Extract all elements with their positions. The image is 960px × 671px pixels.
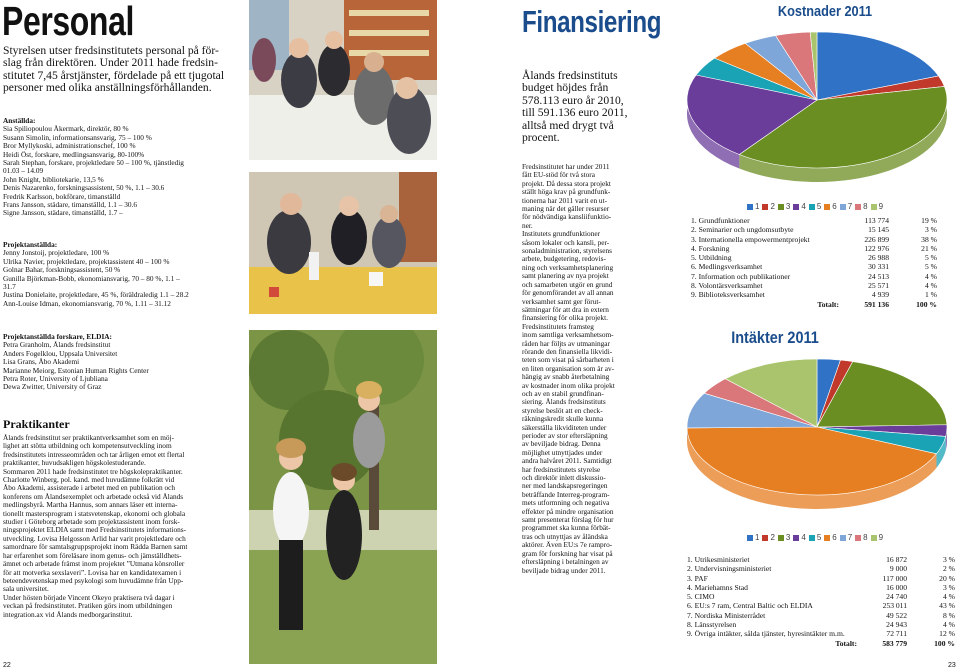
interns-line: sala universitet. <box>3 584 49 594</box>
cell-pct: 43 % <box>939 601 955 611</box>
employee-line: Susann Simolin, informationsansvarig, 75 – 100 % <box>3 132 152 142</box>
interns-photo-illustration <box>249 330 437 664</box>
eldia-staff-line: Lisa Grans, Åbo Akademi <box>3 357 80 367</box>
cell-total_amount: 591 136 <box>864 299 889 309</box>
body-line: Fredsinstitutet har under 2011 <box>522 162 610 171</box>
table-row <box>687 555 955 564</box>
cell-amount: 113 774 <box>864 216 889 225</box>
cell-amount: 122 976 <box>864 243 889 253</box>
legend-entry <box>871 533 883 542</box>
body-line: råden har följts av utmaningar <box>522 338 610 348</box>
interns-line: ningsprojektet ELDIA samt med Fredsinstitutets informations- <box>3 525 187 535</box>
body-line: en liten organisation som är av- <box>522 363 615 373</box>
table-row <box>691 272 937 281</box>
body-line: samt presenterat förslag för hur <box>522 515 614 525</box>
body-line: ning och verksamhetsplanering <box>522 262 614 272</box>
cell-label: 9. Övriga intäkter, sålda tjänster, hyresintäkter m.m. <box>687 629 845 639</box>
interns-text <box>3 434 248 619</box>
personal-intro <box>3 45 248 95</box>
employees-heading: Anställda: <box>3 117 36 125</box>
legend-entry <box>778 533 790 542</box>
employee-line: Sarah Stephan, forskare, projektledare 50 – 100 %, tjänstledig <box>3 158 184 168</box>
cell-amount: 226 899 <box>864 234 889 244</box>
cell-amount: 16 872 <box>886 555 907 564</box>
eldia-staff-line: Anders Fogelklou, Uppsala Universitet <box>3 348 118 358</box>
cell-pct: 3 % <box>942 582 955 592</box>
interns-line: konferens om Ålandsexemplet och arbetade också vid Ålands <box>3 491 184 501</box>
lead-line: 578.113 euro år 2010, <box>522 93 624 107</box>
body-line: beträffande Interreg-program- <box>522 489 610 499</box>
legend-label: 8 <box>863 533 868 542</box>
cell-amount: 72 711 <box>886 629 907 639</box>
cell-label: 4. Mariehamns Stad <box>687 582 748 592</box>
employee-line: Frans Jansson, städare, timanställd, 1.1 – 30.6 <box>3 200 137 210</box>
body-line: räkningskredit skulle kunna <box>522 414 604 424</box>
meeting-photo-illustration <box>249 0 437 160</box>
cell-amount: 26 988 <box>868 253 889 263</box>
cell-label: 6. Medlingsverksamhet <box>691 262 763 272</box>
cell-pct: 5 % <box>924 253 937 263</box>
body-line: perioder av stor eftersläpning <box>522 431 608 440</box>
body-line: säkerställa likviditeten under <box>522 422 607 432</box>
cell-amount: 30 331 <box>868 262 889 272</box>
cell-amount: 24 513 <box>868 271 889 281</box>
legend-entry <box>809 202 821 211</box>
legend-swatch <box>840 535 846 541</box>
legend-swatch <box>824 204 830 210</box>
table-row <box>691 253 937 262</box>
project-staff-line: Golnar Bahar, forskningsassistent, 50 % <box>3 265 121 275</box>
interns-line: praktikanter, huvudsakligen högskolestuderande. <box>3 458 146 468</box>
legend-swatch <box>747 535 753 541</box>
legend-entry <box>855 202 867 211</box>
body-line: Institutets grundfunktioner <box>522 229 601 239</box>
legend-label: 5 <box>816 202 822 211</box>
legend-swatch <box>871 204 877 210</box>
table-row <box>687 620 955 629</box>
body-line: aktörer. Även EU:s 7e rampro- <box>522 540 613 550</box>
table-row <box>687 564 955 573</box>
costs-legend <box>747 202 886 211</box>
body-line: rörande den finansiella likvidi- <box>522 346 613 356</box>
legend-entry <box>778 202 790 211</box>
interns-line: tionellt mastersprogram i statsvetenskap, ekonomi och globala <box>3 508 186 518</box>
eldia-heading: Projektanställda forskare, ELDIA: <box>3 333 112 341</box>
cell-label: 8. Volontärsverksamhet <box>691 281 763 291</box>
interns-line: fredsinstitutets intresseområden och tar årligen emot ett flertal <box>3 449 185 459</box>
intro-line: personer med olika anställningsförhållanden. <box>3 81 212 95</box>
employee-line: Bror Myllykoski, administrationschef, 100 % <box>3 141 136 151</box>
table-row <box>691 225 937 234</box>
cell-label: 5. CIMO <box>687 592 715 602</box>
legend-label: 3 <box>785 202 791 211</box>
cell-label: 2. Seminarier och ungdomsutbyte <box>691 225 794 235</box>
legend-label: 6 <box>832 202 837 211</box>
legend-swatch <box>824 535 830 541</box>
legend-swatch <box>855 535 861 541</box>
lead-line: alltså med drygt två <box>522 118 614 132</box>
employee-line: Denis Nazarenko, forskningsassistent, 50 %, 1.1 – 30.6 <box>3 183 165 193</box>
legend-swatch <box>809 535 815 541</box>
income-table <box>687 555 955 648</box>
cell-amount: 9 000 <box>889 564 907 574</box>
cell-pct: 4 % <box>924 271 937 281</box>
cell-label: 3. Internationella empowermentprojekt <box>691 234 810 244</box>
body-line: och direktör inlett diskussio- <box>522 473 606 483</box>
body-line: arbete, budgetering, redovis- <box>522 254 606 264</box>
legend-entry <box>762 533 774 542</box>
body-line: effekter på mindre organisation <box>522 506 614 516</box>
interns-line: utveckling. Lovisa Helgosson Arlid har varit projektledare och <box>3 533 186 543</box>
body-line: inom samtliga verksamhetsom- <box>522 330 614 340</box>
lead-line: procent. <box>522 131 560 145</box>
body-line: av kostnader inom olika projekt <box>522 380 615 390</box>
interns-line: ämnet och arbetade främst inom projektet ”Utmana könsroller <box>3 559 185 569</box>
cell-pct: 2 % <box>942 564 955 574</box>
cell-amount: 15 145 <box>868 225 889 235</box>
legend-swatch <box>809 204 815 210</box>
table-row <box>687 592 955 601</box>
legend-label: 2 <box>770 202 775 211</box>
body-line: eftersläpning i betalningen av <box>522 557 609 567</box>
body-line: och samarbeten utgör en grund <box>522 279 613 289</box>
interns-line: har erfarenhet som föreläsare inom genus- och jämställdhets- <box>3 550 182 560</box>
legend-label: 2 <box>770 533 775 542</box>
cell-pct: 8 % <box>942 610 955 620</box>
legend-label: 1 <box>755 533 760 542</box>
body-line: beviljade bidrag under 2011. <box>522 565 606 575</box>
interns-heading: Praktikanter <box>3 417 70 431</box>
project-staff-line: Justina Donielaite, projektledare, 45 %, föräldraledig 1.1 – 28.2 <box>3 290 189 300</box>
body-line: maning när det gäller resurser <box>522 204 610 214</box>
body-line: sonaladministration, styrelsens <box>522 246 612 256</box>
body-line: tionerna har 2011 varit en ut- <box>522 195 608 205</box>
interns-line: beteendevetenskap med psykologi som huvudämne från Upp- <box>3 575 184 585</box>
eldia-staff-line: Marianne Meiorg, Estonian Human Rights Center <box>3 365 149 375</box>
table-row <box>691 290 937 299</box>
body-line: ner med landskapsregeringen <box>522 481 608 491</box>
body-line: för genomförandet av all annan <box>522 288 614 298</box>
body-line: sättningar för att dra in extern <box>522 304 609 314</box>
total-row <box>687 639 955 648</box>
costs-table-wrap <box>691 216 937 309</box>
legend-swatch <box>793 204 799 210</box>
table-row <box>691 281 937 290</box>
table-row <box>691 235 937 244</box>
body-line: programmet ska kunna förbät- <box>522 523 611 533</box>
legend-swatch <box>778 204 784 210</box>
legend-entry <box>824 533 836 542</box>
interns-line: Charlotte Winberg, pol. kand. med huvudämne folkrätt vid <box>3 475 175 485</box>
cell-amount: 24 740 <box>886 592 907 602</box>
cell-pct: 20 % <box>939 573 955 583</box>
finance-lead <box>522 70 682 144</box>
cell-pct: 3 % <box>942 555 955 564</box>
eldia-staff-line: Petra Granholm, Ålands fredsinstitut <box>3 340 111 350</box>
project-staff-line: Jenny Jonstoij, projektledare, 100 % <box>3 248 110 258</box>
costs-pie-chart <box>680 25 955 195</box>
project-staff-line: Gunilla Björkman-Bobb, ekonomiansvarig, 70 – 80 %, 1.1 – <box>3 273 180 283</box>
intro-line: stitutet 7,45 årstjänster, fördelade på ett tjugotal <box>3 68 225 82</box>
body-line: hängig av snabb återbetalning <box>522 372 610 382</box>
body-line: verksamhet samt ger förut- <box>522 296 601 306</box>
body-line: teten som visat på sårbarheten i <box>522 355 614 365</box>
cell-pct: 21 % <box>921 243 937 253</box>
costs-table <box>691 216 937 309</box>
interns-line: Ålands fredsinstitut ser praktikantverksamhet som en möj- <box>3 433 175 442</box>
legend-swatch <box>871 535 877 541</box>
table-row <box>687 611 955 620</box>
body-line: av beviljade bidrag. Denna <box>522 439 601 449</box>
cell-total_amount: 583 779 <box>882 638 907 648</box>
legend-swatch <box>778 535 784 541</box>
costs-chart-title: Kostnader 2011 <box>777 3 873 20</box>
cell-label: 2. Undervisningsministeriet <box>687 564 772 574</box>
body-line: projekt. Då dessa stora projekt <box>522 178 611 188</box>
legend-entry <box>747 533 759 542</box>
cell-label: 9. Biblioteksverksamhet <box>691 290 765 300</box>
cell-pct: 4 % <box>942 620 955 630</box>
body-line: fått EU-stöd för två stora <box>522 170 595 180</box>
cell-label: 3. PAF <box>687 573 708 583</box>
cell-pct: 4 % <box>942 592 955 602</box>
legend-label: 6 <box>832 533 837 542</box>
cell-pct: 12 % <box>939 629 955 639</box>
cell-label: 7. Information och publikationer <box>691 271 791 281</box>
legend-swatch <box>793 535 799 541</box>
body-line: såsom lokaler och kansli, per- <box>522 237 610 247</box>
interns-line: veckan på fredsinstitutet. Pratiken görs inom utbildningen <box>3 601 173 611</box>
project-staff-line: Ann-Louise Idman, ekonomiansvarig, 70 %, 1.11 – 31.12 <box>3 298 171 308</box>
employee-line: Sia Spiliopoulou Åkermark, direktör, 80 % <box>3 124 129 134</box>
cell-amount: 16 000 <box>886 582 907 592</box>
cell-label: 1. Utrikesministeriet <box>687 555 750 564</box>
legend-swatch <box>840 204 846 210</box>
legend-swatch <box>762 204 768 210</box>
total-row <box>691 300 937 309</box>
income-chart-title: Intäkter 2011 <box>731 328 819 347</box>
table-photo-illustration <box>249 172 437 314</box>
body-line: styrelse beslöt att en check- <box>522 405 603 415</box>
interns-line: för att motverka sexslaveri”. Lovisa har en kandidatexamen i <box>3 567 182 577</box>
body-line: finansiering för olika projekt. <box>522 313 608 323</box>
legend-swatch <box>747 204 753 210</box>
interns-line: Under hösten började Vincent Okeyo praktisera två dagar i <box>3 592 175 602</box>
body-line: samt planering av nya projekt <box>522 271 609 281</box>
legend-entry <box>793 202 805 211</box>
cell-pct: 38 % <box>921 234 937 244</box>
legend-label: 5 <box>816 533 822 542</box>
interns-line: medlingsbyrå. Martha Hannus, som annars läser ett interna- <box>3 500 178 510</box>
body-line: ner. <box>522 220 533 230</box>
legend-entry <box>762 202 774 211</box>
employee-line: 01.03 – 14.09 <box>3 166 44 176</box>
legend-entry <box>855 533 867 542</box>
photo-coffee-table <box>249 172 437 314</box>
cell-pct: 5 % <box>924 262 937 272</box>
legend-label: 7 <box>847 202 853 211</box>
legend-entry <box>809 533 821 542</box>
body-line: gram för forskning har visat på <box>522 548 613 558</box>
eldia-section <box>3 333 248 392</box>
cell-amount: 24 943 <box>886 620 907 630</box>
project-staff-heading: Projektanställda: <box>3 241 58 249</box>
employee-line: John Knight, bibliotekarie, 13,5 % <box>3 174 104 184</box>
cell-pct: 1 % <box>924 290 937 300</box>
legend-entry <box>840 202 852 211</box>
body-line: Fredsinstitutets framsteg <box>522 321 594 331</box>
page-title-personal: Personal <box>2 0 134 44</box>
project-staff-line: 31.7 <box>3 282 16 292</box>
cell-label: 6. EU:s 7 ram, Central Baltic och ELDIA <box>687 601 813 611</box>
legend-label: 7 <box>847 533 853 542</box>
legend-entry <box>747 202 759 211</box>
table-row <box>691 216 937 225</box>
body-line: har fredsinstitutets styrelse <box>522 464 601 474</box>
cell-label: 7. Nordiska Ministerrådet <box>687 610 766 620</box>
table-row <box>691 244 937 253</box>
cell-label: 1. Grundfunktioner <box>691 216 750 225</box>
table-row <box>687 574 955 583</box>
cell-amount: 253 011 <box>882 601 907 611</box>
legend-label: 4 <box>801 202 806 211</box>
cell-total_pct: 100 % <box>916 299 937 309</box>
interns-line: Sommaren 2011 hade fredsinstitutet tre högskolepraktikanter. <box>3 466 183 476</box>
cell-label: 8. Länsstyrelsen <box>687 620 737 630</box>
body-line: ställt höga krav på grundfunk- <box>522 187 611 197</box>
eldia-staff-line: Dewa Zwitter, University of Graz <box>3 382 102 392</box>
income-legend <box>747 533 886 542</box>
cell-total_label: Totalt: <box>817 299 839 309</box>
income-table-wrap <box>687 555 955 648</box>
legend-label: 9 <box>878 533 884 542</box>
table-row <box>687 629 955 638</box>
cell-total_label: Totalt: <box>835 638 857 648</box>
income-pie-chart <box>680 352 955 522</box>
legend-entry <box>824 202 836 211</box>
project-staff-line: Ulrika Navier, projektledare, projektassistent 40 – 100 % <box>3 256 170 266</box>
cell-amount: 25 571 <box>868 281 889 291</box>
page-number-right: 23 <box>948 662 956 669</box>
table-row <box>687 601 955 610</box>
eldia-staff-line: Petra Roter, University of Ljubliana <box>3 374 108 384</box>
lead-line: till 591.136 euro 2011, <box>522 106 628 120</box>
interns-line: Åbo Akademi, assisterade i arbetet med en publikation och <box>3 483 176 493</box>
finance-body <box>522 163 682 575</box>
cell-pct: 3 % <box>924 225 937 235</box>
legend-entry <box>871 202 883 211</box>
body-line: mets utformning och negativa <box>522 498 610 508</box>
cell-amount: 4 939 <box>871 290 889 300</box>
body-line: siering. Ålands fredsinstituts <box>522 397 606 407</box>
cell-pct: 4 % <box>924 281 937 291</box>
interns-line: lighet att stötta utbildning och kompetensutveckling inom <box>3 441 172 451</box>
cell-label: 4. Forskning <box>691 243 730 253</box>
employees-section <box>3 117 248 218</box>
table-row <box>687 583 955 592</box>
cell-total_pct: 100 % <box>934 638 955 648</box>
cell-amount: 117 000 <box>882 573 907 583</box>
intro-line: Styrelsen utser fredsinstitutets personal på för- <box>3 44 219 57</box>
body-line: tras och utnyttjas av åländska <box>522 531 608 541</box>
lead-line: budget höjdes från <box>522 81 609 95</box>
legend-entry <box>793 533 805 542</box>
body-line: och av en stabil grundfinan- <box>522 388 604 398</box>
interns-line: integration.ax vid Ålands medborgarinstitut. <box>3 609 133 619</box>
page-title-finansiering: Finansiering <box>522 4 662 39</box>
intro-line: slag från direktören. Under 2011 hade fredsin- <box>3 56 218 70</box>
legend-swatch <box>762 535 768 541</box>
photo-group-meeting <box>249 0 437 160</box>
cell-amount: 49 522 <box>886 610 907 620</box>
employee-line: Signe Jansson, städare, timanställd, 1.7 – <box>3 208 123 218</box>
interns-line: samordnare för samtalsgruppsprojekt inom Rädda Barnen samt <box>3 542 188 552</box>
body-line: möjlighet utnyttjades under <box>522 447 603 457</box>
cell-pct: 19 % <box>921 216 937 225</box>
cell-label: 5. Utbildning <box>691 253 732 263</box>
legend-entry <box>840 533 852 542</box>
interns-line: studier i Göteborg arbetade som projektassistent inom forsk- <box>3 517 180 527</box>
page-number-left: 22 <box>3 662 11 669</box>
table-row <box>691 262 937 271</box>
lead-line: Ålands fredsinstituts <box>522 69 618 82</box>
legend-label: 9 <box>878 202 884 211</box>
legend-label: 8 <box>863 202 868 211</box>
body-line: andra halvåret 2011. Samtidigt <box>522 456 612 466</box>
employee-line: Heidi Öst, forskare, medlingsansvarig, 80-100% <box>3 149 145 159</box>
legend-label: 4 <box>801 533 806 542</box>
photo-interns-outdoor <box>249 330 437 664</box>
project-staff-section <box>3 241 248 308</box>
body-line: för nödvändiga kansliifunktio- <box>522 212 612 222</box>
legend-label: 3 <box>785 533 791 542</box>
employee-line: Fredrik Karlsson, bokförare, timanställd <box>3 191 121 201</box>
legend-swatch <box>855 204 861 210</box>
legend-label: 1 <box>755 202 760 211</box>
